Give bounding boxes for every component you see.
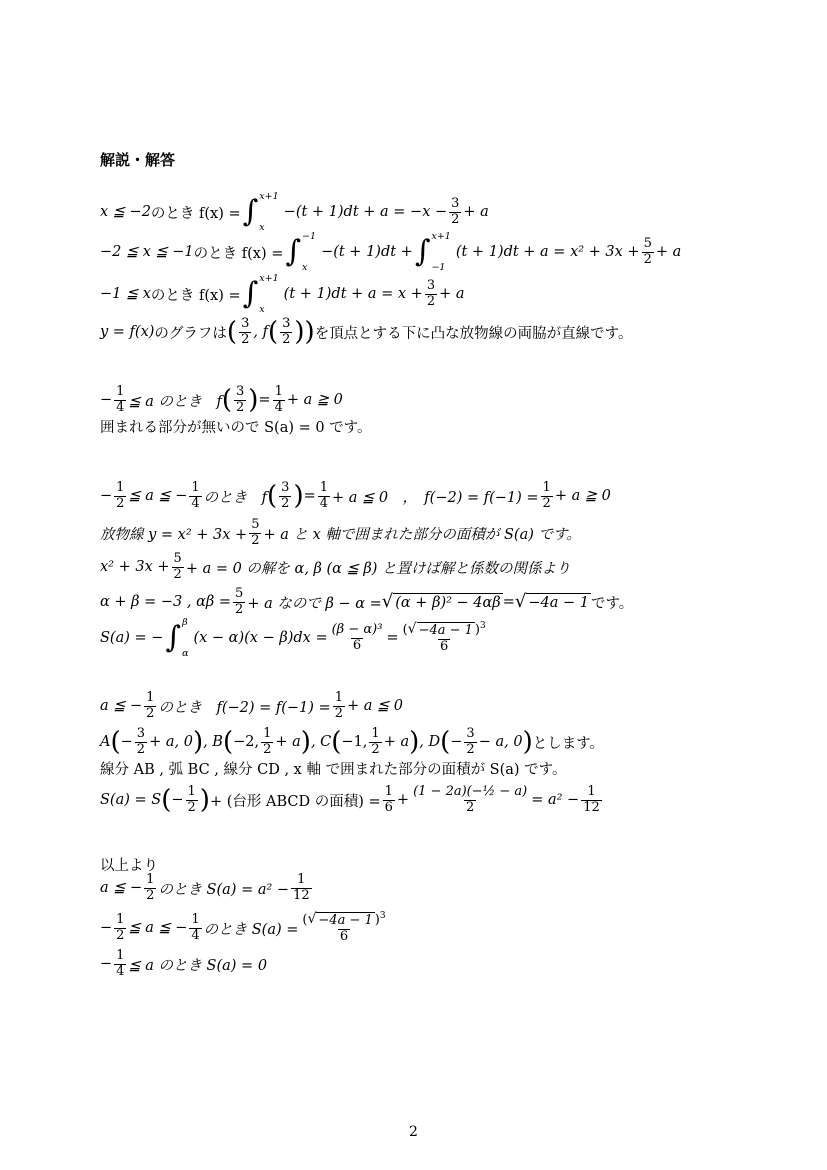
integral: ∫ x+1 x (242, 273, 279, 315)
integral-2: ∫ x+1 −1 (414, 231, 451, 273)
fraction: $\frac{1}{4}$ (319, 479, 329, 511)
integrand-2: (t + 1)dt + a = x² + 3x + (455, 244, 640, 260)
fraction: $\frac{3}{2}$ (136, 725, 146, 757)
fraction: $\frac{1}{2}$ (371, 725, 380, 757)
fraction: $\frac{3}{2}$ (282, 315, 291, 347)
square-root: √ (α + β)² − 4αβ (381, 591, 501, 612)
fraction: $\frac{\text{(β − α)³}}{6}$ (331, 621, 383, 653)
case-3-region: 線分 AB , 弧 BC , 線分 CD , x 軸 で囲まれた部分の面積が S(a) です。 (100, 761, 567, 778)
fraction: $\frac{3}{2}$ (241, 315, 250, 347)
fraction: $\frac{3}{2}$ (426, 277, 436, 309)
fraction: $\frac{1}{2}$ (116, 479, 125, 511)
text: のとき f(x) = (150, 287, 241, 304)
case-2-roots: x² + 3x + $\frac{5}{2}$ + a = 0 の解を α, β (α ≦ β) と置けば解と係数の関係より (100, 550, 571, 582)
summary-case-1: a ≦ − $\frac{1}{2}$ のとき S(a) = a² − $\frac{1}{12}$ (100, 871, 310, 903)
case-3-condition: a ≦ − $\frac{1}{2}$ のとき f(−2) = f(−1) = $\frac{1}{2}$ + a ≦ 0 (100, 689, 403, 721)
fraction: $\frac{1}{4}$ (116, 947, 125, 979)
fraction: $\frac{1}{2}$ (187, 783, 196, 815)
case-line-3 (100, 274, 465, 314)
fraction: $\frac{5}{2}$ (173, 550, 182, 582)
fraction: $\frac{3}{2}$ (235, 383, 245, 415)
fraction: $\frac{1}{2}$ (542, 479, 551, 511)
fraction: $\frac{3}{2}$ (281, 479, 290, 511)
integrand-1: −(t + 1)dt + (321, 244, 413, 260)
text: のとき f(x) = (150, 205, 241, 222)
case-line-1 (100, 192, 489, 232)
fraction: $\frac{1}{4}$ (116, 383, 125, 415)
condition: x ≦ −2 (100, 204, 151, 220)
fraction: $\frac{3}{2}$ (451, 195, 460, 227)
case-3-points: A ( − $\frac{3}{2}$ + a, 0 ) , B ( −2, $\frac{1}{2}$ + a ) , C ( −1, $\frac{1}{2}$ + a ) , D ( − $\frac{3}{2}$ − a, 0 ) とします。 (100, 725, 605, 757)
integrand: (t + 1)dt + a = x + (283, 286, 423, 302)
case-1-result (100, 414, 372, 438)
case-line-2 (100, 232, 681, 272)
fraction: $\frac{1}{2}$ (146, 689, 155, 721)
fraction: $\frac{5}{2}$ (235, 585, 244, 617)
text: のとき f(x) = (193, 245, 284, 262)
text: + a ≧ 0 (286, 392, 343, 408)
case-2-vieta: α + β = −3 , αβ = $\frac{5}{2}$ + a なので β − α = √ (α + β)² − 4αβ = √ −4a − 1 です。 (100, 585, 634, 617)
case-1-condition: − $\frac{1}{4}$ ≦ a のとき f ( $\frac{3}{2}$ ) = $\frac{1}{4}$ + a ≧ 0 (100, 383, 343, 415)
integral: ∫ x+1 x (242, 191, 279, 233)
text: , f (253, 324, 268, 340)
fraction: $\frac{1}{2}$ (263, 725, 272, 757)
tail: + a (655, 244, 682, 260)
fraction: $\frac{1}{4}$ (191, 911, 200, 943)
fraction: $\frac{5}{2}$ (251, 516, 260, 548)
graph-description: y = f(x) のグラフは ( $\frac{3}{2}$ , f ( $\frac{3}{2}$ )) を頂点とする下に凸な放物線の両脇が直線です。 (100, 315, 633, 347)
fraction: $\frac{1}{6}$ (384, 783, 393, 815)
tail: + a (463, 204, 489, 220)
case-3-area: S(a) = S ( − $\frac{1}{2}$ ) + (台形 ABCD の面積) = $\frac{1}{6}$ + $\frac{\text{(1 − 2a)(−½ − a)}}{2}$ = a² − $\frac{1}{12}$ (100, 783, 600, 815)
text: を頂点とする下に凸な放物線の両脇が直線です。 (314, 325, 633, 342)
integral: ∫ β α (165, 617, 189, 659)
condition: −2 ≦ x ≦ −1 (100, 244, 194, 260)
fraction: $\frac{1}{4}$ (274, 383, 283, 415)
square-root: √ −4a − 1 (514, 591, 589, 612)
case-2-area: S(a) = − ∫ β α (x − α)(x − β)dx = $\frac{\text{(β − α)³}}{6}$ = ( √ −4a − 1 )$^3$ 6 (100, 617, 486, 659)
case-2-parabola: 放物線 y = x² + 3x + $\frac{5}{2}$ + a と x 軸で囲まれた部分の面積が S(a) です。 (100, 516, 581, 548)
fraction: $\frac{1}{2}$ (146, 871, 155, 903)
fraction: $\frac{1}{2}$ (116, 911, 125, 943)
function-expr: y = f(x) (100, 324, 155, 340)
tail: + a (439, 286, 465, 302)
fraction: $\frac{3}{2}$ (466, 725, 475, 757)
fraction: $\frac{1}{4}$ (191, 479, 200, 511)
text: のグラフは (154, 325, 227, 342)
fraction: $\frac{5}{2}$ (643, 235, 652, 267)
page-number: 2 (409, 1124, 418, 1140)
summary-case-3: − $\frac{1}{4}$ ≦ a のとき S(a) = 0 (100, 947, 268, 979)
case-2-condition: − $\frac{1}{2}$ ≦ a ≦ − $\frac{1}{4}$ のとき f ( $\frac{3}{2}$ ) = $\frac{1}{4}$ + a ≦ 0 ， f(−2) = f(−1) = $\frac{1}{2}$ + a ≧ 0 (100, 479, 611, 511)
condition: −1 ≦ x (100, 286, 151, 302)
text: ≦ a のとき f (128, 393, 222, 410)
fraction: $\frac{1}{2}$ (334, 689, 343, 721)
fraction: ( √ −4a − 1 )$^3$ 6 (402, 620, 486, 655)
fraction: $\frac{1}{12}$ (293, 871, 310, 903)
summary-case-2: − $\frac{1}{2}$ ≦ a ≦ − $\frac{1}{4}$ のとき S(a) = ( √ −4a − 1 )$^3$ 6 (100, 910, 386, 945)
summary-heading: 以上より (100, 857, 158, 874)
fraction: ( √ −4a − 1 )$^3$ 6 (302, 910, 386, 945)
fraction: $\frac{1}{12}$ (583, 783, 600, 815)
text: 囲まれる部分が無いので S(a) = 0 です。 (100, 419, 372, 436)
section-heading: 解説・解答 (100, 151, 176, 169)
integrand: −(t + 1)dt + a = −x − (283, 204, 448, 220)
integral-1: ∫ −1 x (285, 231, 317, 273)
fraction: $\frac{\text{(1 − 2a)(−½ − a)}}{2}$ (413, 783, 528, 815)
